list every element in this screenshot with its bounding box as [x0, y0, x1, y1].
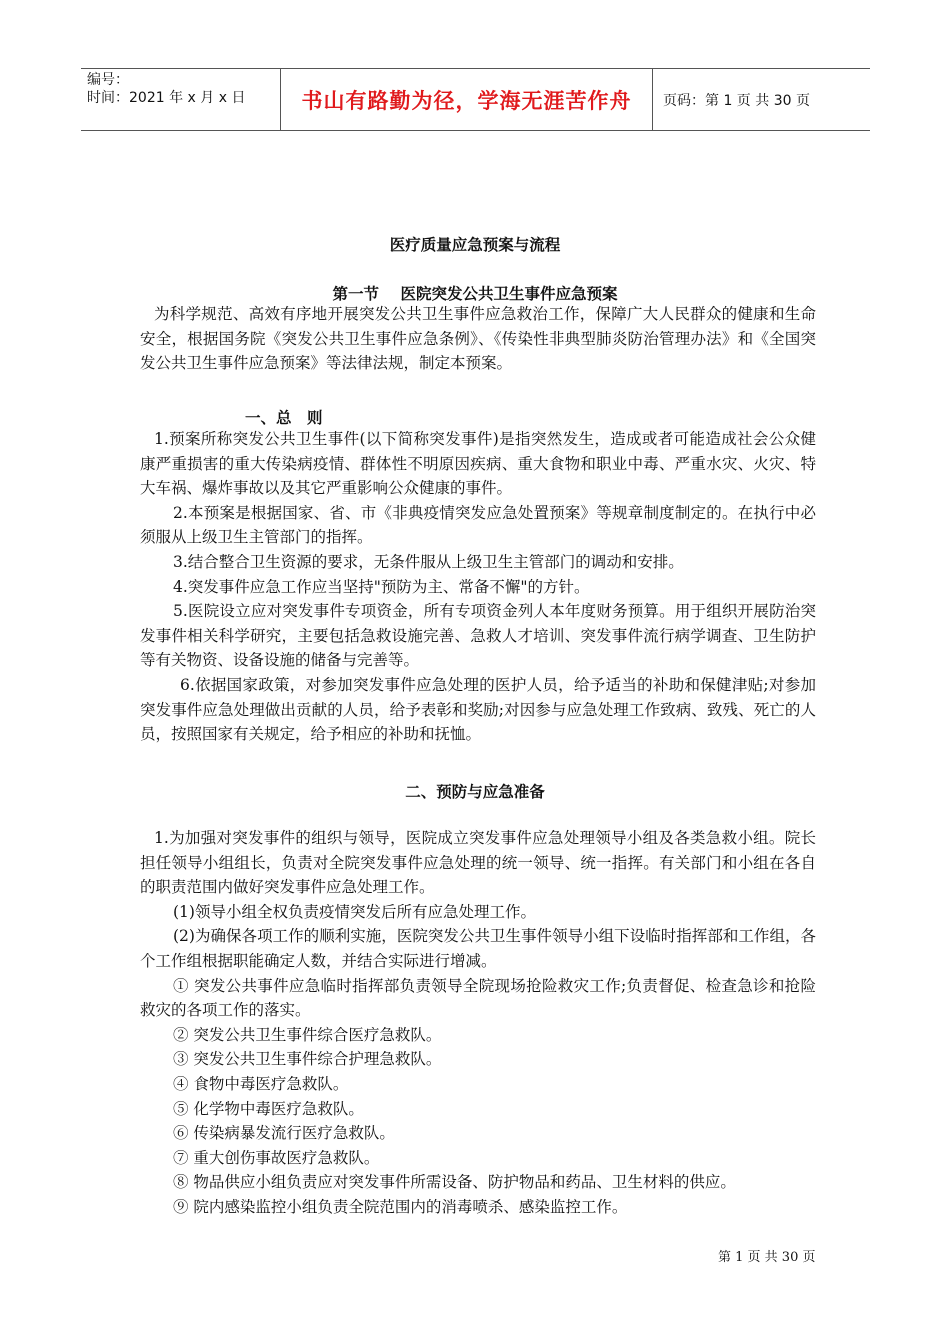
part2-item: ④ 食物中毒医疗急救队。: [173, 1074, 349, 1093]
part2-item: 1.为加强对突发事件的组织与领导，医院成立突发事件应急处理领导小组及各类急救小组。院长担任领导小组组长，负责对全院突发事件应急处理的统一领导、统一指挥。有关部门和小组在各自的职责范围内做好突发事件应急处理工作。: [140, 829, 816, 897]
part1-item: 3.结合整合卫生资源的要求，无条件服从上级卫生主管部门的调动和安排。: [173, 552, 684, 571]
part2-item: ③ 突发公共卫生事件综合护理急救队。: [173, 1050, 442, 1069]
part1-item: 2.本预案是根据国家、省、市《非典疫情突发应急处置预案》等规章制度制定的。在执行中必须服从上级卫生主管部门的指挥。: [140, 503, 816, 547]
header-number: 编号：: [87, 72, 129, 88]
part1-body: [140, 427, 816, 747]
header-motto: 书山有路勤为径，学海无涯苦作舟: [301, 88, 632, 113]
part1-item: 4.突发事件应急工作应当坚持"预防为主、常备不懈"的方针。: [173, 577, 590, 596]
header-time: 时间：2021 年 x 月 x 日: [87, 90, 246, 106]
page-footer: 第 1 页 共 30 页: [718, 1250, 816, 1265]
part1-heading: 一、总 则: [245, 409, 323, 427]
part2-item: ② 突发公共卫生事件综合医疗急救队。: [173, 1025, 442, 1044]
document-header: [81, 68, 870, 131]
part2-item: (2)为确保各项工作的顺利实施，医院突发公共卫生事件领导小组下设临时指挥部和工作组，各个工作组根据职能确定人数，并结合实际进行增减。: [140, 927, 816, 970]
part2-item: ① 突发公共事件应急临时指挥部负责领导全院现场抢险救灾工作;负责督促、检查急诊和抢险救灾的各项工作的落实。: [140, 976, 816, 1020]
header-meta: [81, 69, 281, 130]
intro-text: 为科学规范、高效有序地开展突发公共卫生事件应急救治工作，保障广大人民群众的健康和生命安全，根据国务院《突发公共卫生事件应急条例》、《传染性非典型肺炎防治管理办法》和《全国突发公共卫生事件应急预案》等法律法规，制定本预案。: [140, 305, 816, 373]
part2-body: [140, 826, 816, 1220]
part2-item: ⑤ 化学物中毒医疗急救队。: [173, 1099, 364, 1118]
intro-paragraph: [140, 302, 816, 376]
document-title: 医疗质量应急预案与流程: [389, 236, 561, 254]
part2-heading: 二、预防与应急准备: [405, 783, 545, 801]
part2-item: ⑨ 院内感染监控小组负责全院范围内的消毒喷杀、感染监控工作。: [173, 1197, 628, 1216]
part2-item: ⑥ 传染病暴发流行医疗急救队。: [173, 1124, 395, 1143]
header-page-info: 页码：第 1 页 共 30 页: [663, 92, 810, 109]
part1-item: 5.医院设立应对突发事件专项资金，所有专项资金列人本年度财务预算。用于组织开展防治突发事件相关科学研究，主要包括急救设施完善、急救人才培训、突发事件流行病学调查、卫生防护等有关物资、设备设施的储备与完善等。: [140, 602, 816, 670]
part2-item: (1)领导小组全权负责疫情突发后所有应急处理工作。: [173, 902, 536, 921]
part1-item: 1.预案所称突发公共卫生事件(以下简称突发事件)是指突然发生，造成或者可能造成社会公众健康严重损害的重大传染病疫情、群体性不明原因疾病、重大食物和职业中毒、严重水灾、火灾、特大车祸、爆炸事故以及其它严重影响公众健康的事件。: [140, 430, 816, 498]
section-title: 第一节 医院突发公共卫生事件应急预案: [332, 285, 618, 303]
part2-item: ⑧ 物品供应小组负责应对突发事件所需设备、防护物品和药品、卫生材料的供应。: [173, 1173, 736, 1192]
part2-item: ⑦ 重大创伤事故医疗急救队。: [173, 1148, 380, 1167]
part1-item: 6.依据国家政策，对参加突发事件应急处理的医护人员，给予适当的补助和保健津贴;对参加突发事件应急处理做出贡献的人员，给予表彰和奖励;对因参与应急处理工作致病、致残、死亡的人员，按照国家有关规定，给予相应的补助和抚恤。: [140, 675, 816, 744]
header-motto-cell: [281, 69, 653, 130]
